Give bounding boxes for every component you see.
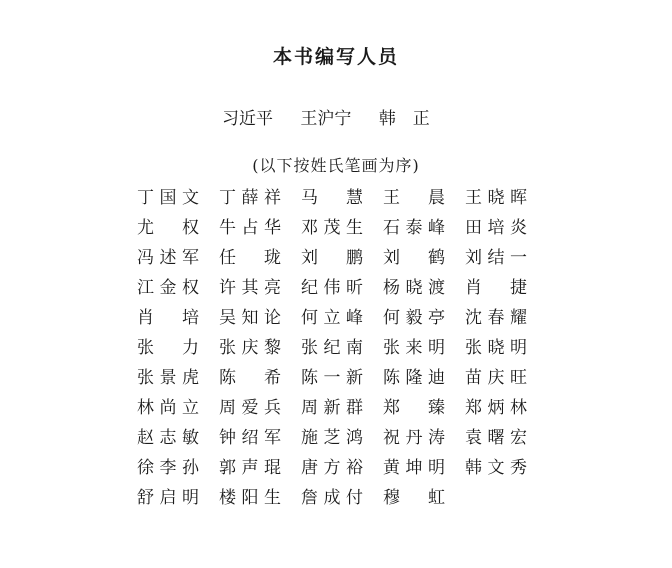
member-name: 吴 知 论 xyxy=(219,308,281,328)
member-name: 詹 成 付 xyxy=(301,488,363,508)
member-name: 肖 培 xyxy=(137,308,199,328)
member-name: 郑 炳 林 xyxy=(465,398,527,418)
member-name: 刘 结 一 xyxy=(465,248,527,268)
member-name: 张 纪 南 xyxy=(301,338,363,358)
member-name: 何 立 峰 xyxy=(301,308,363,328)
member-name: 尤 权 xyxy=(137,218,199,238)
member-name: 王 晓 晖 xyxy=(465,188,527,208)
member-name: 施 芝 鸿 xyxy=(301,428,363,448)
member-name: 楼 阳 生 xyxy=(219,488,281,508)
member-name: 苗 庆 旺 xyxy=(465,368,527,388)
member-name: 杨 晓 渡 xyxy=(383,278,445,298)
member-name: 牛 占 华 xyxy=(219,218,281,238)
member-name: 丁 国 文 xyxy=(137,188,199,208)
member-name: 黄 坤 明 xyxy=(383,458,445,478)
member-name: 张 来 明 xyxy=(383,338,445,358)
member-name: 任 珑 xyxy=(219,248,281,268)
member-name: 肖 捷 xyxy=(465,278,527,298)
chief-editor-2: 王沪宁 xyxy=(300,109,352,129)
member-name: 邓 茂 生 xyxy=(301,218,363,238)
member-name: 周 爱 兵 xyxy=(219,398,281,418)
member-name: 周 新 群 xyxy=(301,398,363,418)
member-name: 沈 春 耀 xyxy=(465,308,527,328)
member-name: 丁 薛 祥 xyxy=(219,188,281,208)
member-name: 石 泰 峰 xyxy=(383,218,445,238)
member-name: 刘 鹏 xyxy=(301,248,363,268)
names-list xyxy=(137,183,557,513)
member-name: 纪 伟 昕 xyxy=(301,278,363,298)
member-name: 祝 丹 涛 xyxy=(383,428,445,448)
member-name: 张 景 虎 xyxy=(137,368,199,388)
member-name: 林 尚 立 xyxy=(137,398,199,418)
chief-editors xyxy=(222,104,430,129)
member-name: 马 慧 xyxy=(301,188,363,208)
member-name: 王 晨 xyxy=(383,188,445,208)
member-name: 钟 绍 军 xyxy=(219,428,281,448)
member-name: 陈 隆 迪 xyxy=(383,368,445,388)
member-name: 赵 志 敏 xyxy=(137,428,199,448)
member-name: 张 晓 明 xyxy=(465,338,527,358)
member-name: 韩 文 秀 xyxy=(465,458,527,478)
member-name: 田 培 炎 xyxy=(465,218,527,238)
member-name: 刘 鹤 xyxy=(383,248,445,268)
member-name: 冯 述 军 xyxy=(137,248,199,268)
member-name: 何 毅 亭 xyxy=(383,308,445,328)
member-name: 郑 臻 xyxy=(383,398,445,418)
member-name: 徐 李 孙 xyxy=(137,458,199,478)
chief-editor-3: 韩 正 xyxy=(378,109,430,129)
ordering-note: (以下按姓氏笔画为序) xyxy=(252,156,420,175)
member-name: 袁 曙 宏 xyxy=(465,428,527,448)
member-name: 许 其 亮 xyxy=(219,278,281,298)
member-name: 穆 虹 xyxy=(383,488,445,508)
member-name: 陈 希 xyxy=(219,368,281,388)
member-name: 陈 一 新 xyxy=(301,368,363,388)
member-name: 郭 声 琨 xyxy=(219,458,281,478)
member-name: 张 力 xyxy=(137,338,199,358)
page-title: 本书编写人员 xyxy=(272,46,399,68)
member-name: 唐 方 裕 xyxy=(301,458,363,478)
chief-editor-1: 习近平 xyxy=(222,109,273,129)
member-name: 舒 启 明 xyxy=(137,488,199,508)
member-name: 江 金 权 xyxy=(137,278,199,298)
member-name: 张 庆 黎 xyxy=(219,338,281,358)
